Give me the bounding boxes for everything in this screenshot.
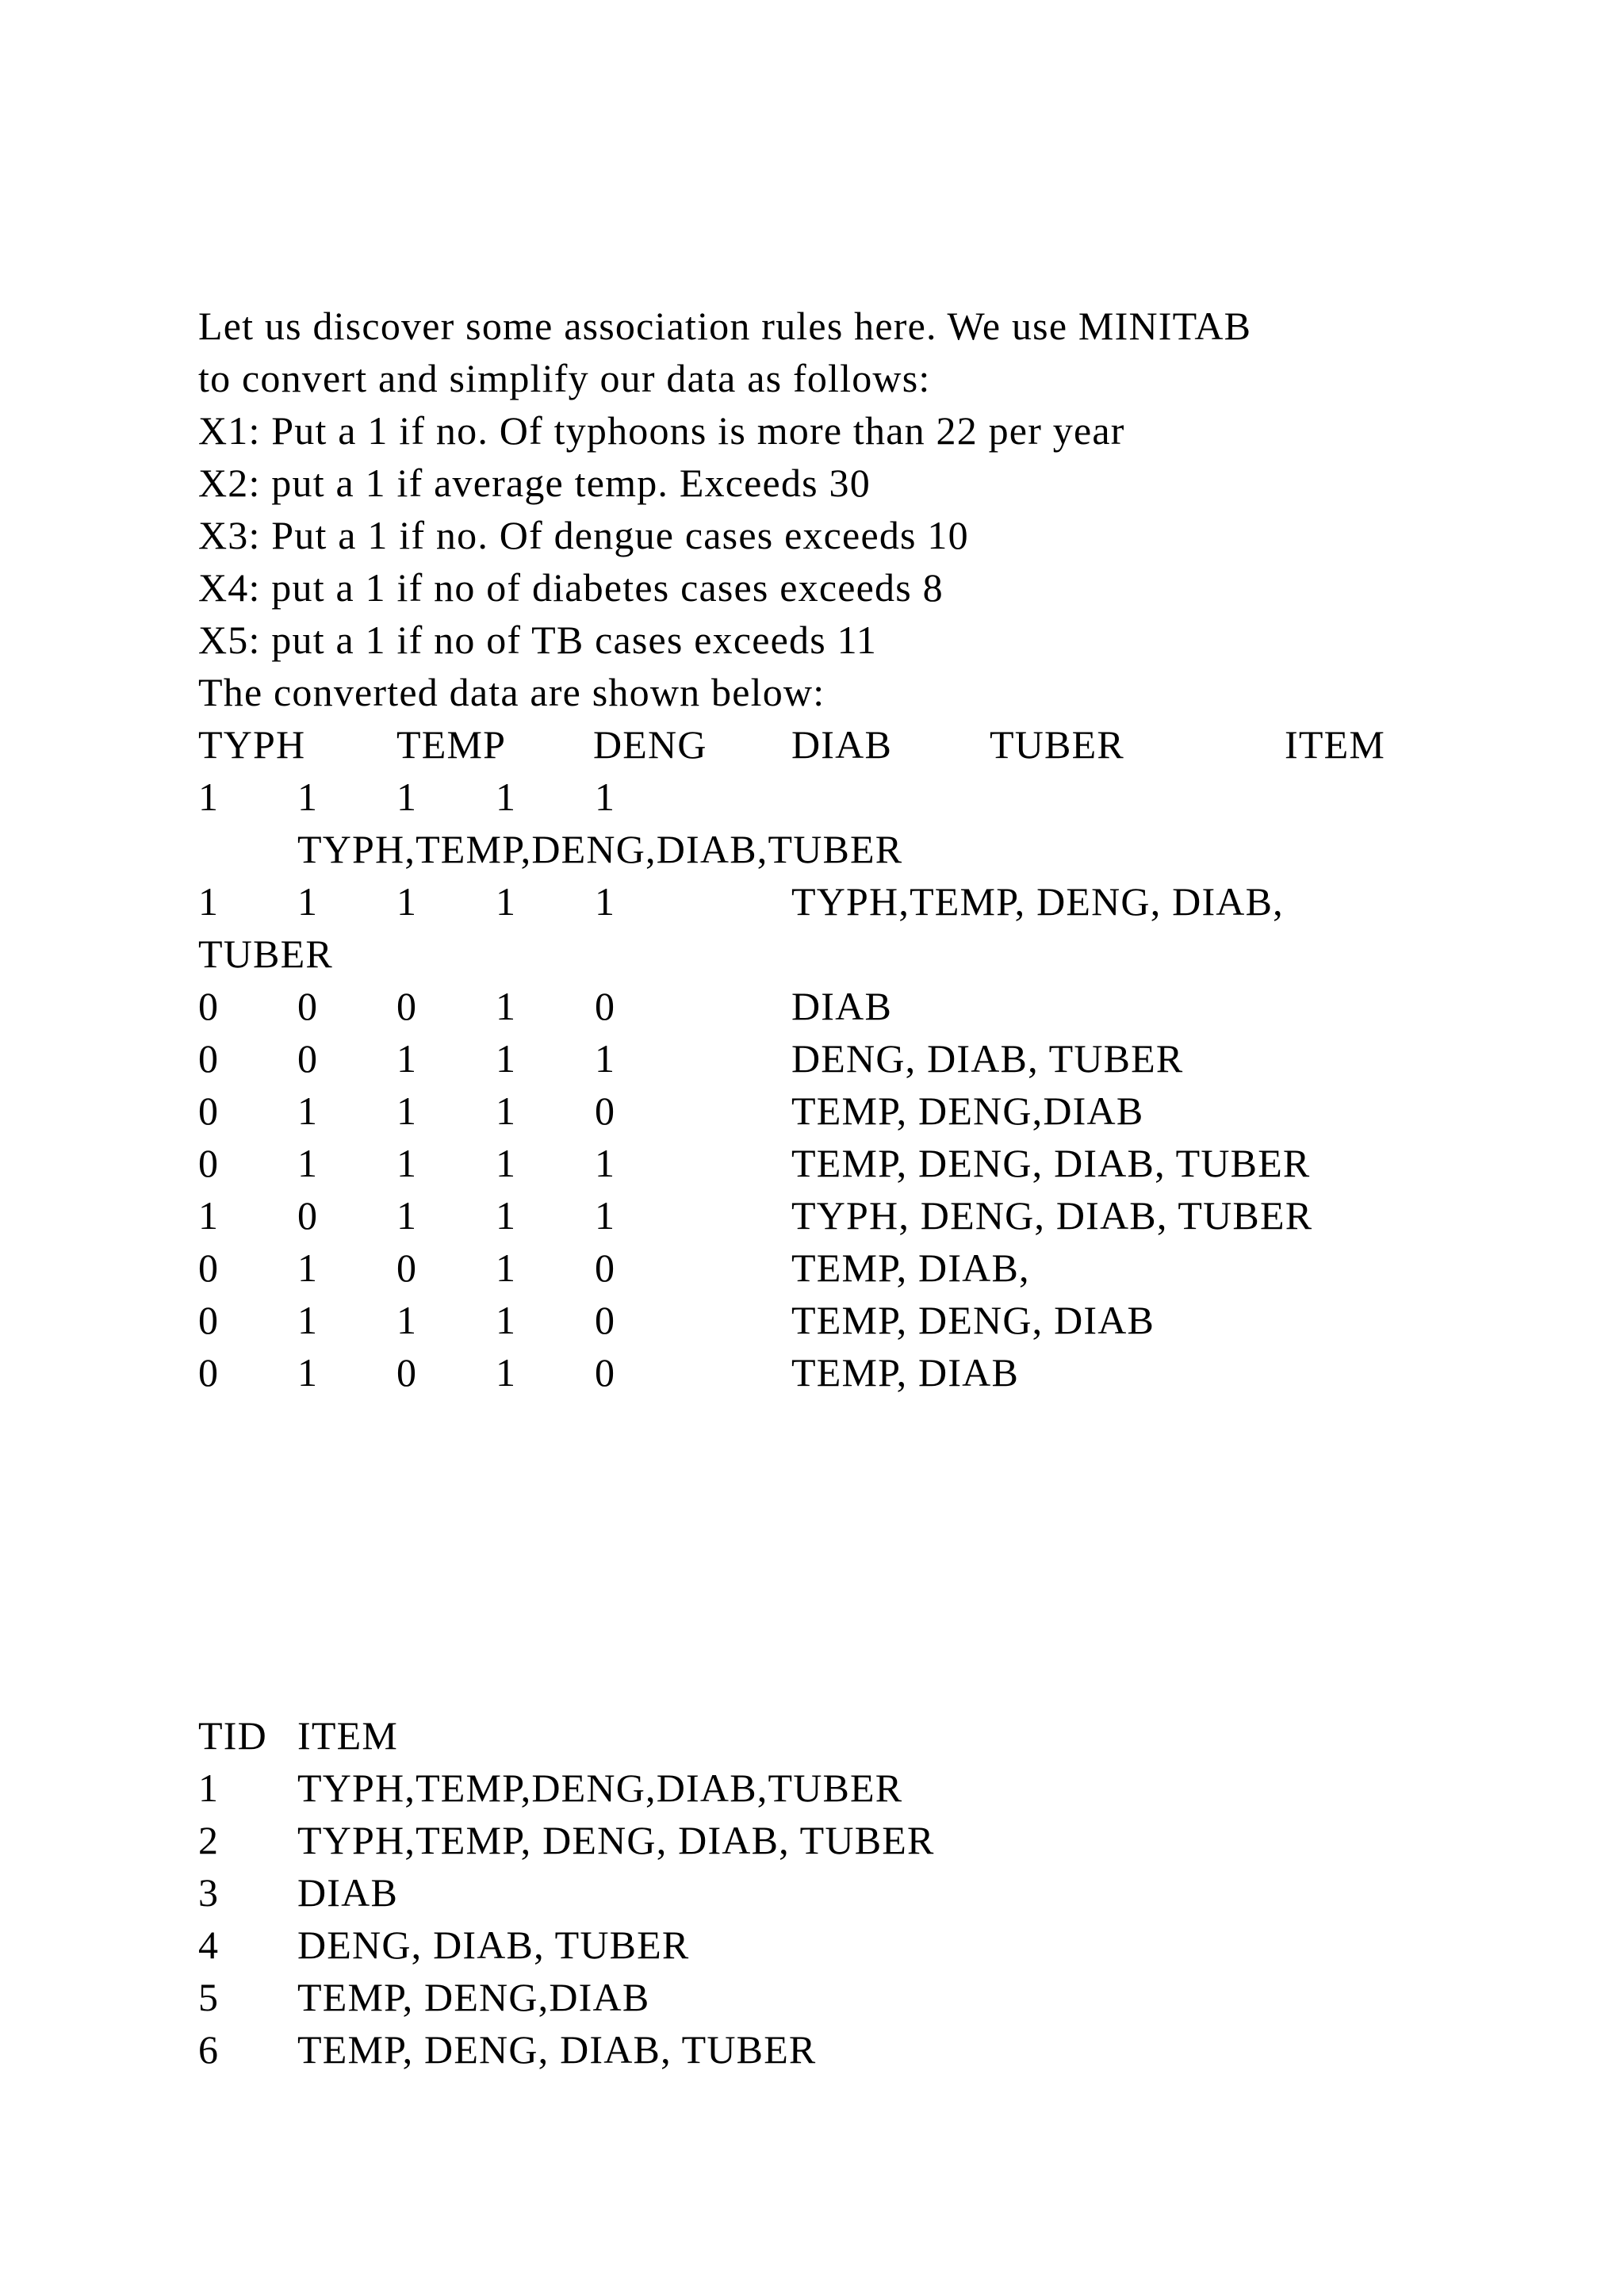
cell-typh: 1 bbox=[198, 775, 220, 819]
cell-item: TEMP, DENG,DIAB bbox=[297, 1975, 650, 2019]
header-item: ITEM bbox=[297, 1713, 398, 1758]
cell-deng: 0 bbox=[396, 984, 418, 1028]
rule-x3: X3: Put a 1 if no. Of dengue cases exceeds 10 bbox=[198, 513, 969, 557]
cell-item: TEMP, DENG, DIAB, TUBER bbox=[791, 1141, 1311, 1185]
cell-item: TEMP, DENG, DIAB, TUBER bbox=[297, 2027, 817, 2072]
rule-x1: X1: Put a 1 if no. Of typhoons is more than 22 per year bbox=[198, 408, 1125, 453]
cell-typh: 0 bbox=[198, 1089, 220, 1133]
cell-tuber: 1 bbox=[595, 1141, 616, 1185]
cell-temp: 1 bbox=[297, 879, 319, 924]
cell-deng: 1 bbox=[396, 1193, 418, 1238]
cell-deng: 1 bbox=[396, 1089, 418, 1133]
cell-deng: 0 bbox=[396, 1350, 418, 1395]
cell-tid: 4 bbox=[198, 1923, 220, 1967]
cell-tuber: 1 bbox=[595, 1193, 616, 1238]
cell-temp: 1 bbox=[297, 1350, 319, 1395]
cell-temp: 1 bbox=[297, 775, 319, 819]
cell-item: DENG, DIAB, TUBER bbox=[791, 1036, 1184, 1081]
cell-tuber: 0 bbox=[595, 984, 616, 1028]
intro-line-1: Let us discover some association rules here. We use MINITAB bbox=[198, 304, 1252, 348]
rule-x5: X5: put a 1 if no of TB cases exceeds 11 bbox=[198, 618, 878, 662]
cell-item: DENG, DIAB, TUBER bbox=[297, 1923, 690, 1967]
cell-temp: 0 bbox=[297, 1193, 319, 1238]
cell-typh: 0 bbox=[198, 984, 220, 1028]
header-item: ITEM bbox=[1285, 722, 1385, 767]
cell-tid: 1 bbox=[198, 1766, 220, 1810]
cell-item: TYPH,TEMP,DENG,DIAB,TUBER bbox=[297, 1766, 903, 1810]
cell-typh: 0 bbox=[198, 1350, 220, 1395]
header-tuber: TUBER bbox=[990, 722, 1124, 767]
cell-typh: 0 bbox=[198, 1036, 220, 1081]
cell-deng: 1 bbox=[396, 1141, 418, 1185]
cell-deng: 1 bbox=[396, 879, 418, 924]
cell-item: TEMP, DENG,DIAB bbox=[791, 1089, 1144, 1133]
cell-deng: 1 bbox=[396, 1298, 418, 1342]
cell-item: TEMP, DIAB, bbox=[791, 1246, 1030, 1290]
cell-tuber: 0 bbox=[595, 1246, 616, 1290]
cell-diab: 1 bbox=[496, 879, 517, 924]
cell-item: DIAB bbox=[791, 984, 893, 1028]
cell-diab: 1 bbox=[496, 1089, 517, 1133]
cell-tid: 2 bbox=[198, 1818, 220, 1862]
cell-tuber: 0 bbox=[595, 1089, 616, 1133]
cell-temp: 0 bbox=[297, 1036, 319, 1081]
cell-diab: 1 bbox=[496, 775, 517, 819]
cell-deng: 0 bbox=[396, 1246, 418, 1290]
cell-typh: 0 bbox=[198, 1298, 220, 1342]
header-typh: TYPH bbox=[198, 722, 306, 767]
cell-temp: 0 bbox=[297, 984, 319, 1028]
cell-typh: 0 bbox=[198, 1246, 220, 1290]
cell-item: TEMP, DENG, DIAB bbox=[791, 1298, 1155, 1342]
cell-deng: 1 bbox=[396, 1036, 418, 1081]
cell-item: TEMP, DIAB bbox=[791, 1350, 1020, 1395]
cell-tuber: 1 bbox=[595, 879, 616, 924]
header-diab: DIAB bbox=[791, 722, 893, 767]
cell-tuber: 0 bbox=[595, 1350, 616, 1395]
cell-tid: 3 bbox=[198, 1870, 220, 1915]
header-deng: DENG bbox=[593, 722, 707, 767]
header-tid: TID bbox=[198, 1713, 267, 1758]
cell-item: DIAB bbox=[297, 1870, 399, 1915]
converted-intro: The converted data are shown below: bbox=[198, 670, 825, 714]
cell-item: TYPH,TEMP, DENG, DIAB, bbox=[791, 879, 1284, 924]
cell-temp: 1 bbox=[297, 1298, 319, 1342]
cell-typh: 1 bbox=[198, 1193, 220, 1238]
cell-diab: 1 bbox=[496, 1350, 517, 1395]
cell-diab: 1 bbox=[496, 984, 517, 1028]
cell-diab: 1 bbox=[496, 1193, 517, 1238]
cell-diab: 1 bbox=[496, 1246, 517, 1290]
cell-temp: 1 bbox=[297, 1089, 319, 1133]
cell-tuber: 1 bbox=[595, 1036, 616, 1081]
cell-deng: 1 bbox=[396, 775, 418, 819]
cell-tuber: 1 bbox=[595, 775, 616, 819]
rule-x4: X4: put a 1 if no of diabetes cases exceeds 8 bbox=[198, 565, 944, 610]
cell-tuber: 0 bbox=[595, 1298, 616, 1342]
rule-x2: X2: put a 1 if average temp. Exceeds 30 bbox=[198, 461, 871, 505]
cell-typh: 0 bbox=[198, 1141, 220, 1185]
cell-temp: 1 bbox=[297, 1246, 319, 1290]
cell-item: TYPH, DENG, DIAB, TUBER bbox=[791, 1193, 1313, 1238]
cell-item: TYPH,TEMP, DENG, DIAB, TUBER bbox=[297, 1818, 935, 1862]
cell-item-continued: TUBER bbox=[198, 932, 333, 976]
header-temp: TEMP bbox=[396, 722, 507, 767]
cell-typh: 1 bbox=[198, 879, 220, 924]
cell-diab: 1 bbox=[496, 1298, 517, 1342]
cell-diab: 1 bbox=[496, 1141, 517, 1185]
cell-temp: 1 bbox=[297, 1141, 319, 1185]
cell-tid: 5 bbox=[198, 1975, 220, 2019]
cell-item: TYPH,TEMP,DENG,DIAB,TUBER bbox=[297, 827, 903, 871]
intro-line-2: to convert and simplify our data as follows: bbox=[198, 356, 931, 400]
cell-tid: 6 bbox=[198, 2027, 220, 2072]
cell-diab: 1 bbox=[496, 1036, 517, 1081]
